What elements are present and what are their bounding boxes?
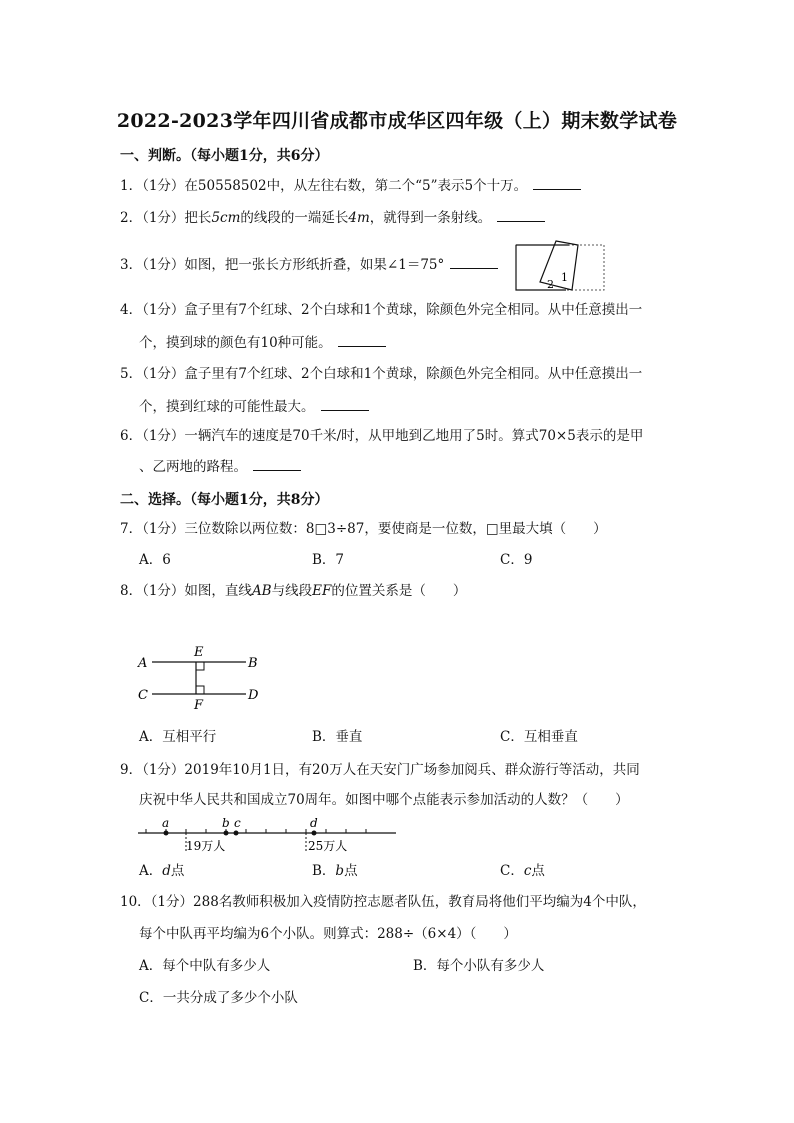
label-f: F xyxy=(194,698,204,712)
page-title: 2022-2023学年四川省成都市成华区四年级（上）期末数学试卷 xyxy=(116,110,678,132)
option-a-suffix: 点 xyxy=(170,863,185,879)
option-a[interactable]: A．6 xyxy=(139,552,171,568)
question-4: 4．（1分）盒子里有7个红球、2个白球和1个黄球，除颜色外完全相同。从中任意摸出一 xyxy=(120,302,643,318)
label-d: D xyxy=(248,688,259,703)
question-8-text-mid: 与线段 xyxy=(271,583,313,599)
question-2-text-mid: 的线段的一端延长 xyxy=(240,210,349,226)
question-10-cont: 每个中队再平均编为6个小队。则算式：288÷（6×4）（ ） xyxy=(139,926,517,942)
question-9: 9．（1分）2019年10月1日，有20万人在天安门广场参加阅兵、群众游行等活动，共同 xyxy=(120,762,640,778)
option-a-point: d xyxy=(162,863,171,879)
point-b xyxy=(224,831,229,836)
point-d-label: d xyxy=(310,816,318,830)
question-1-text: 1．（1分）在50558502中，从左往右数，第二个“5”表示5个十万。 xyxy=(120,178,528,194)
label-e: E xyxy=(194,645,204,660)
answer-blank[interactable] xyxy=(338,334,386,347)
question-6-text-2: 、乙两地的路程。 xyxy=(139,459,247,475)
number-line-figure xyxy=(134,814,400,856)
question-5-text-2: 个，摸到红球的可能性最大。 xyxy=(139,399,315,415)
point-c-label: c xyxy=(234,816,241,830)
option-c[interactable] xyxy=(500,863,545,879)
option-b[interactable]: B．垂直 xyxy=(312,729,363,745)
question-5: 5．（1分）盒子里有7个红球、2个白球和1个黄球，除颜色外完全相同。从中任意摸出一 xyxy=(120,366,643,382)
question-4-text-2: 个，摸到球的颜色有10种可能。 xyxy=(139,335,332,351)
question-2-unit-m: 4m xyxy=(348,210,370,226)
answer-blank[interactable] xyxy=(533,177,581,190)
question-3 xyxy=(120,256,498,273)
question-2 xyxy=(120,209,545,226)
option-a[interactable]: A．每个中队有多少人 xyxy=(139,958,271,974)
label-19-wan: 19万人 xyxy=(186,839,226,853)
question-8-text-post: 的位置关系是（ ） xyxy=(331,583,467,599)
option-b-suffix: 点 xyxy=(344,863,358,879)
rectangle-left-bottom-edge xyxy=(516,245,566,290)
question-4-cont xyxy=(139,334,386,351)
question-3-text: 3．（1分）如图，把一张长方形纸折叠，如果∠1＝75° xyxy=(120,257,445,273)
question-6: 6．（1分）一辆汽车的速度是70千米/时，从甲地到乙地用了5时。算式70×5表示的是甲 xyxy=(120,428,644,444)
point-a xyxy=(164,831,169,836)
question-6-cont xyxy=(139,458,301,475)
option-c-suffix: 点 xyxy=(531,863,545,879)
question-7: 7．（1分）三位数除以两位数：8□3÷87，要使商是一位数，□里最大填（ ） xyxy=(120,521,607,537)
label-b: B xyxy=(248,656,258,671)
parallel-lines-figure xyxy=(134,640,264,712)
right-angle-mark-bottom xyxy=(196,686,204,694)
point-d xyxy=(312,831,317,836)
option-c[interactable]: C．9 xyxy=(500,552,533,568)
rectangle-outline xyxy=(516,245,604,290)
option-b-letter: B． xyxy=(312,863,336,879)
answer-blank[interactable] xyxy=(321,398,369,411)
question-8-line-ab: AB xyxy=(251,583,272,599)
point-a-label: a xyxy=(162,816,170,830)
answer-blank[interactable] xyxy=(450,256,498,269)
point-b-label: b xyxy=(222,816,230,830)
angle-1-label: 1 xyxy=(561,271,568,284)
answer-blank[interactable] xyxy=(253,458,301,471)
label-a: A xyxy=(138,656,148,671)
option-c[interactable]: C．互相垂直 xyxy=(500,729,578,745)
option-c[interactable]: C．一共分成了多少个小队 xyxy=(139,990,298,1006)
question-8-segment-ef: EF xyxy=(312,583,332,599)
option-c-point: c xyxy=(523,863,532,879)
label-25-wan: 25万人 xyxy=(308,839,348,853)
option-a[interactable] xyxy=(139,863,184,879)
option-a-letter: A． xyxy=(139,863,163,879)
angle-2-label: 2 xyxy=(547,278,554,291)
option-a[interactable]: A．互相平行 xyxy=(139,729,217,745)
question-5-cont xyxy=(139,398,369,415)
question-2-text-pre: 2．（1分）把长 xyxy=(120,210,212,226)
option-b[interactable]: B．每个小队有多少人 xyxy=(413,958,545,974)
section-heading-judgment: 一、判断。（每小题1分，共6分） xyxy=(120,148,329,164)
option-b-point: b xyxy=(335,863,345,879)
label-c: C xyxy=(138,688,148,703)
right-angle-mark-top xyxy=(196,662,204,670)
question-2-unit-cm: 5cm xyxy=(211,210,241,226)
option-b[interactable]: B．7 xyxy=(312,552,345,568)
question-2-text-post: ，就得到一条射线。 xyxy=(369,210,492,226)
point-c xyxy=(234,831,239,836)
question-9-cont: 庆祝中华人民共和国成立70周年。如图中哪个点能表示参加活动的人数？（ ） xyxy=(139,792,629,808)
answer-blank[interactable] xyxy=(497,209,545,222)
question-8 xyxy=(120,583,466,599)
question-10: 10．（1分）288名教师积极加入疫情防控志愿者队伍，教育局将他们平均编为4个中队， xyxy=(120,894,646,910)
option-b[interactable] xyxy=(312,863,358,879)
question-1 xyxy=(120,177,581,194)
folded-flap xyxy=(540,241,578,290)
option-c-letter: C． xyxy=(500,863,524,879)
folded-rectangle-figure xyxy=(514,240,606,292)
question-8-text-pre: 8．（1分）如图，直线 xyxy=(120,583,252,599)
section-heading-choice: 二、选择。（每小题1分，共8分） xyxy=(120,492,329,508)
